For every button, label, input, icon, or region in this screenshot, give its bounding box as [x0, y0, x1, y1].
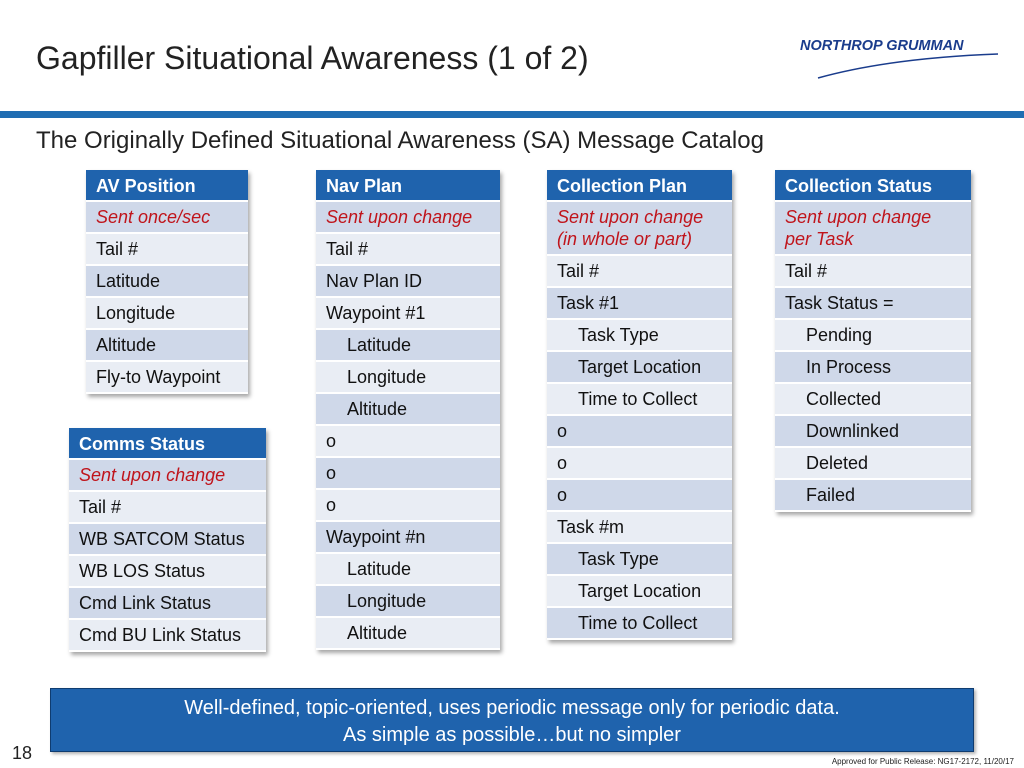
table-row: WB LOS Status	[69, 556, 266, 588]
table-row: Altitude	[316, 618, 500, 650]
logo-text: NORTHROP GRUMMAN	[800, 38, 964, 54]
table-row: WB SATCOM Status	[69, 524, 266, 556]
table-row: Longitude	[316, 586, 500, 618]
banner-line-1: Well-defined, topic-oriented, uses periodic message only for periodic data.	[184, 697, 840, 719]
ellipsis-row: o	[316, 426, 500, 458]
table-row: Task Type	[547, 320, 732, 352]
table-header: Nav Plan	[316, 170, 500, 202]
collection-plan-table	[547, 170, 732, 640]
table-row: Latitude	[86, 266, 248, 298]
company-logo	[780, 28, 1010, 88]
table-row: Target Location	[547, 576, 732, 608]
ellipsis-row: o	[316, 458, 500, 490]
page-number: 18	[12, 743, 33, 763]
av-position-table	[86, 170, 248, 394]
table-row: Waypoint #1	[316, 298, 500, 330]
ellipsis-row: o	[547, 448, 732, 480]
table-row: Tail #	[316, 234, 500, 266]
table-header: Collection Status	[775, 170, 971, 202]
table-row: Tail #	[86, 234, 248, 266]
table-row: Downlinked	[775, 416, 971, 448]
table-row: Time to Collect	[547, 608, 732, 640]
logo-swoosh	[818, 54, 998, 78]
slide-subtitle: The Originally Defined Situational Awareness (SA) Message Catalog	[36, 127, 764, 154]
message-rate: Sent upon change	[69, 460, 266, 492]
table-header: Collection Plan	[547, 170, 732, 202]
table-row: Cmd Link Status	[69, 588, 266, 620]
table-row: Longitude	[86, 298, 248, 330]
table-row: Cmd BU Link Status	[69, 620, 266, 652]
table-row: Failed	[775, 480, 971, 512]
table-row: Waypoint #n	[316, 522, 500, 554]
table-row: Altitude	[86, 330, 248, 362]
message-rate: Sent upon change per Task	[775, 202, 971, 256]
table-row: Target Location	[547, 352, 732, 384]
table-row: Tail #	[69, 492, 266, 524]
nav-plan-table	[316, 170, 500, 650]
message-rate: Sent upon change (in whole or part)	[547, 202, 732, 256]
collection-status-table	[775, 170, 971, 512]
message-rate: Sent once/sec	[86, 202, 248, 234]
ellipsis-row: o	[547, 480, 732, 512]
table-row: In Process	[775, 352, 971, 384]
table-row: Longitude	[316, 362, 500, 394]
table-row: Deleted	[775, 448, 971, 480]
header-divider	[0, 111, 1024, 118]
table-row: Altitude	[316, 394, 500, 426]
slide-title: Gapfiller Situational Awareness (1 of 2)	[36, 40, 589, 76]
table-header: Comms Status	[69, 428, 266, 460]
table-row: Task #1	[547, 288, 732, 320]
table-header: AV Position	[86, 170, 248, 202]
approval-notice: Approved for Public Release: NG17-2172, 11/20/17	[831, 757, 1014, 766]
comms-status-table	[69, 428, 266, 652]
table-row: Task Status =	[775, 288, 971, 320]
table-row: Task Type	[547, 544, 732, 576]
ellipsis-row: o	[547, 416, 732, 448]
table-row: Tail #	[547, 256, 732, 288]
ellipsis-row: o	[316, 490, 500, 522]
banner-line-2: As simple as possible…but no simpler	[343, 724, 681, 746]
summary-banner	[50, 688, 974, 752]
message-rate: Sent upon change	[316, 202, 500, 234]
table-row: Fly-to Waypoint	[86, 362, 248, 394]
table-row: Pending	[775, 320, 971, 352]
table-row: Nav Plan ID	[316, 266, 500, 298]
table-row: Latitude	[316, 330, 500, 362]
table-row: Latitude	[316, 554, 500, 586]
table-row: Time to Collect	[547, 384, 732, 416]
table-row: Tail #	[775, 256, 971, 288]
table-row: Task #m	[547, 512, 732, 544]
table-row: Collected	[775, 384, 971, 416]
